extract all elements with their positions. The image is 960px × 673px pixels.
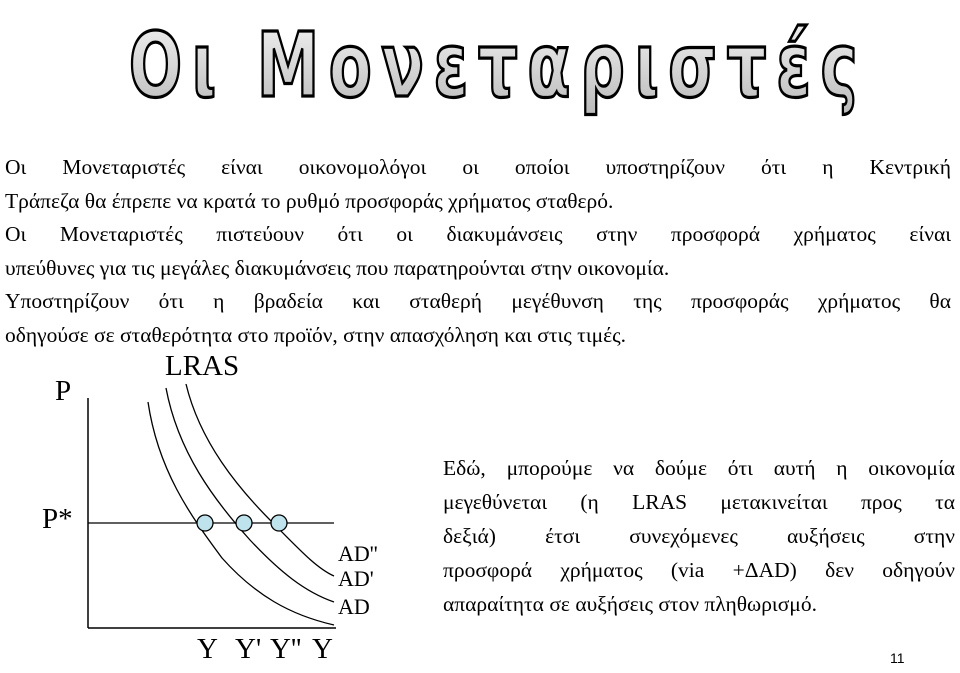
explanation-line: Εδώ, μπορούμε να δούμε ότι αυτή η οικονομία [443, 456, 955, 480]
lras-label: LRAS [165, 350, 240, 382]
ad-prime-label: AD' [338, 566, 374, 591]
x-label-y-end: Y [312, 633, 333, 665]
ad-double-prime-curve [186, 384, 334, 576]
explanation-line: μεγεθύνεται (η LRAS μετακινείται προς τα [443, 490, 955, 514]
x-label-y-double-prime: Y'' [270, 633, 302, 665]
ad-double-prime-label: AD'' [338, 541, 378, 566]
explanation-line: απαραίτητα σε αυξήσεις στον πληθωρισμό. [443, 592, 817, 616]
x-label-y: Y [197, 633, 218, 665]
slide-title [0, 0, 960, 140]
intro-line-1: Οι Μονεταριστές είναι οικονομολόγοι οι οποίοι υποστηρίζουν ότι η Κεντρική [5, 155, 951, 179]
equilibrium-point [271, 515, 287, 531]
equilibrium-point [236, 515, 252, 531]
y-axis-label: P [55, 375, 72, 407]
price-level-label: P* [42, 503, 73, 535]
belief-line-1: Οι Μονεταριστές πιστεύουν ότι οι διακυμάνσεις στην προσφορά χρήματος είναι [5, 222, 951, 246]
explanation-line: προσφορά χρήματος (via +ΔAD) δεν οδηγούν [443, 558, 955, 582]
support-line-1: Υποστηρίζουν ότι η βραδεία και σταθερή μεγέθυνση της προσφοράς χρήματος θα [5, 289, 951, 313]
equilibrium-point [197, 515, 213, 531]
slide-title-text: Οι Μονεταριστές [128, 13, 868, 118]
ad-curve [148, 402, 334, 625]
belief-line-2: υπεύθυνες για τις μεγάλες διακυμάνσεις που παρατηρούνται στην οικονομία. [5, 256, 670, 280]
ad-lras-diagram [0, 340, 430, 668]
explanation-text [443, 451, 955, 621]
ad-label: AD [338, 594, 370, 619]
page-number: 11 [890, 650, 905, 666]
intro-line-2: Τράπεζα θα έπρεπε να κρατά το ρυθμό προσφοράς χρήματος σταθερό. [5, 189, 614, 213]
support-line-2: οδηγούσε σε σταθερότητα στο προϊόν, στην απασχόληση και στις τιμές. [5, 323, 627, 347]
ad-prime-curve [166, 388, 334, 602]
explanation-line: δεξιά) έτσι συνεχόμενες αυξήσεις στην [443, 524, 955, 548]
x-label-y-prime: Y' [235, 633, 262, 665]
